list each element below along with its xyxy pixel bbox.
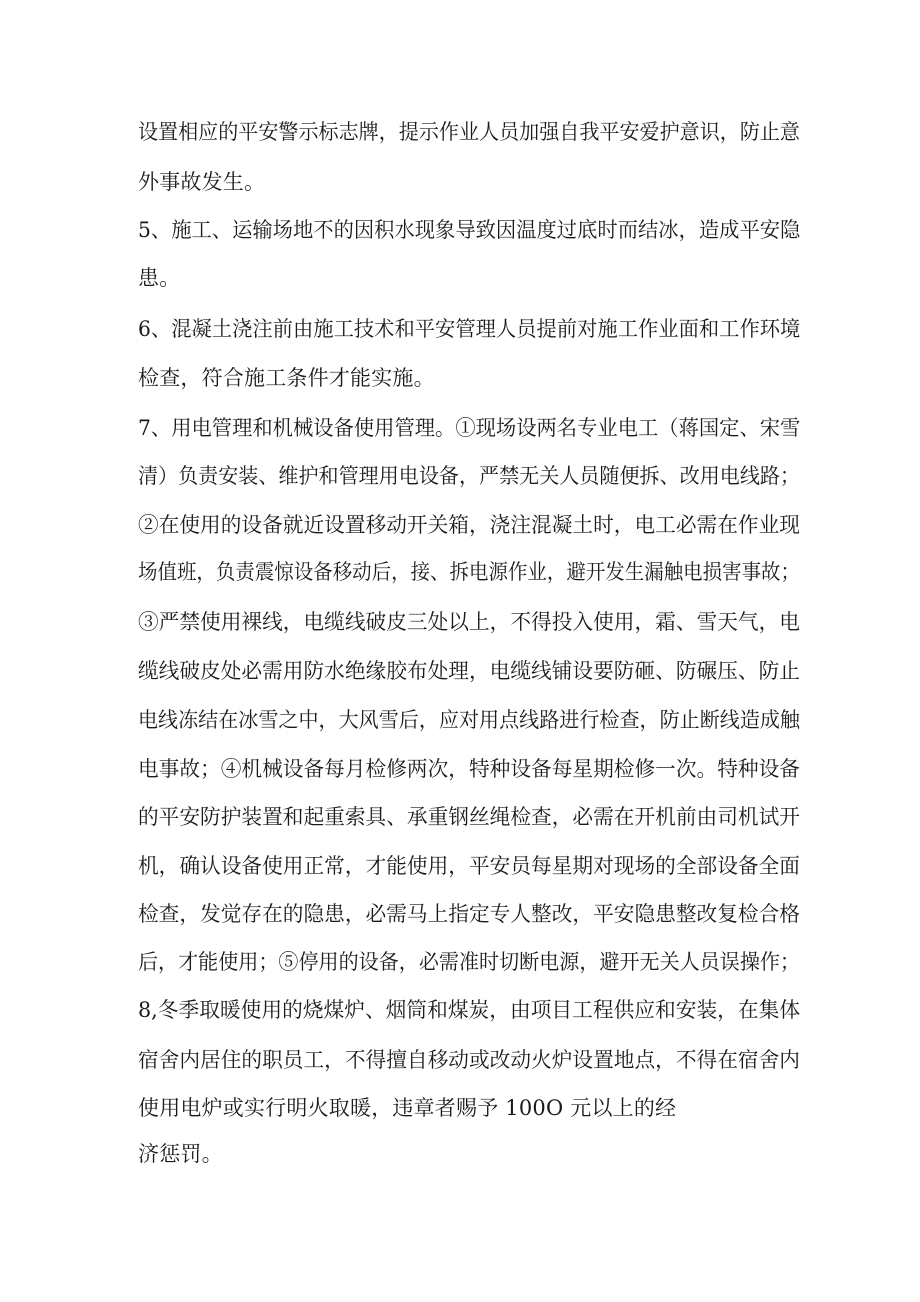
text-line: 5、施工、运输场地不的因积水现象导致因温度过底时而结冰，造成平安隐 — [138, 218, 801, 242]
text-line: 检查，符合施工条件才能实施。 — [138, 366, 435, 390]
text-line: 后，才能使用；⑤停用的设备，必需准时切断电源，避开无关人员误操作； — [138, 950, 800, 974]
text-line: 患。 — [138, 266, 181, 290]
text-line: 设置相应的平安警示标志牌，提示作业人员加强自我平安爱护意识，防止意 — [138, 120, 800, 144]
text-line: 的平安防护装置和起重索具、承重钢丝绳检查，必需在开机前由司机试开 — [138, 805, 800, 829]
text-line: 场值班，负责震惊设备移动后，接、拆电源作业，避开发生漏触电损害事故； — [138, 560, 800, 584]
text-line: 外事故发生。 — [138, 170, 266, 194]
text-line: ②在使用的设备就近设置移动开关箱，浇注混凝土时，电工必需在作业现 — [138, 513, 800, 537]
text-line: 6、混凝土浇注前由施工技术和平安管理人员提前对施工作业面和工作环境 — [138, 317, 801, 341]
text-line: ③严禁使用裸线，电缆线破皮三处以上，不得投入使用，霜、雪天气，电 — [138, 610, 800, 634]
text-line: 8,冬季取暖使用的烧煤炉、烟筒和煤炭，由项目工程供应和安装，在集体 — [138, 998, 801, 1022]
text-line: 使用电炉或实行明火取暖，违章者赐予 100O 元以上的经 — [138, 1096, 677, 1120]
text-line: 宿舍内居住的职员工，不得擅自移动或改动火炉设置地点，不得在宿舍内 — [138, 1048, 800, 1072]
text-line: 清）负责安装、维护和管理用电设备，严禁无关人员随便拆、改用电线路； — [138, 464, 800, 488]
text-line: 济惩罚。 — [138, 1142, 223, 1166]
text-line: 电线冻结在冰雪之中，大风雪后，应对用点线路进行检查，防止断线造成触 — [138, 708, 800, 732]
text-line: 电事故；④机械设备每月检修两次，特种设备每星期检修一次。特种设备 — [138, 757, 800, 781]
text-line: 检查，发觉存在的隐患，必需马上指定专人整改，平安隐患整改复检合格 — [138, 902, 800, 926]
text-line: 7、用电管理和机械设备使用管理。①现场设两名专业电工（蒋国定、宋雪 — [138, 416, 801, 440]
text-line: 缆线破皮处必需用防水绝缘胶布处理，电缆线铺设要防砸、防碾压、防止 — [138, 659, 800, 683]
text-line: 机，确认设备使用正常，才能使用，平安员每星期对现场的全部设备全面 — [138, 854, 800, 878]
